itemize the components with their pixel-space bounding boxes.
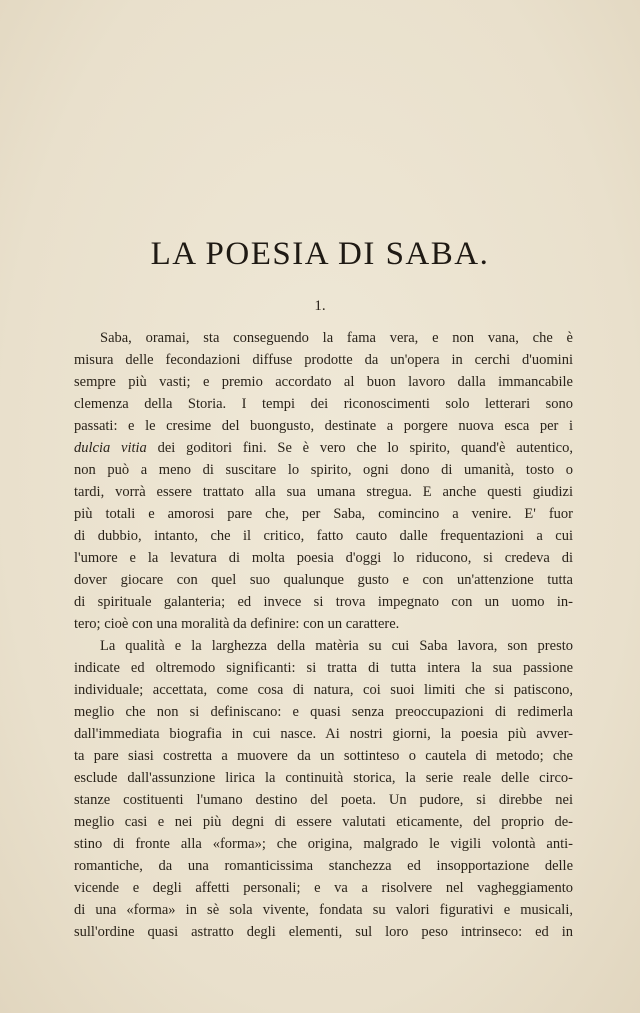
text-line: stanze costituenti l'umano destino del poeta. Un pudore, si direbbe nei xyxy=(74,792,573,808)
text-line: romantiche, da una romanticissima stanchezza ed insopportazione delle xyxy=(74,858,573,874)
text-line: vicende e degli affetti personali; e va a risolvere nel vagheggiamento xyxy=(74,880,573,896)
text-line: esclude dall'assunzione lirica la continuità storica, la serie reale delle circo- xyxy=(74,770,573,786)
text-line: l'umore e la levatura di molta poesia d'oggi lo riducono, si credeva di xyxy=(74,550,573,566)
text-line xyxy=(74,437,573,459)
text-line: passati: e le cresime del buongusto, destinate a porgere nuova esca per i xyxy=(74,418,573,434)
text-line: di spirituale galanteria; ed invece si trova impegnato con un uomo in- xyxy=(74,594,573,610)
text-line: Saba, oramai, sta conseguendo la fama vera, e non vana, che è xyxy=(100,330,573,346)
text-line: La qualità e la larghezza della matèria su cui Saba lavora, son presto xyxy=(100,638,573,654)
text-line: tardi, vorrà essere trattato alla sua umana stregua. E anche questi giudizi xyxy=(74,484,573,500)
text-line: meglio casi e nei più degni di essere valutati eticamente, del proprio de- xyxy=(74,814,573,830)
section-number: 1. xyxy=(314,298,326,314)
text-line: sull'ordine quasi astratto degli elementi, sul loro peso intrinseco: ed in xyxy=(74,924,573,940)
text-line: non può a meno di suscitare lo spirito, ogni dono di umanità, tosto o xyxy=(74,462,573,478)
text-line: clemenza della Storia. I tempi dei riconoscimenti solo letterari sono xyxy=(74,396,573,412)
paragraph-2 xyxy=(74,635,573,943)
text-line: di una «forma» in sè sola vivente, fondata su valori figurativi e musicali, xyxy=(74,902,573,918)
text-line: tero; cioè con una moralità da definire: con un carattere. xyxy=(74,616,400,632)
text-line: dall'immediata biografia in cui nasce. Ai nostri giorni, la poesia più avver- xyxy=(74,726,573,742)
text-line: di dubbio, intanto, che il critico, fatto cauto dalle frequentazioni a cui xyxy=(74,528,573,544)
text-line: più totali e amorosi pare che, per Saba, comincino a venire. E' fuor xyxy=(74,506,573,522)
text-line-rest: dei goditori fini. Se è vero che lo spirito, quand'è autentico, xyxy=(146,440,573,456)
paragraph-1 xyxy=(74,327,573,635)
text-line: indicate ed oltremodo significanti: si tratta di tutta intera la sua passione xyxy=(74,660,573,676)
text-line: stino di fronte alla «forma»; che origina, malgrado le vigili volontà anti- xyxy=(74,836,573,852)
text-line: dover giocare con quel suo qualunque gusto e con un'attenzione tutta xyxy=(74,572,573,588)
body-text xyxy=(74,327,573,943)
text-line: misura delle fecondazioni diffuse prodotte da un'opera in cerchi d'uomini xyxy=(74,352,573,368)
italic-phrase: dulcia vitia xyxy=(74,440,147,456)
text-line: ta pare siasi costretta a muovere da un sottinteso o cautela di metodo; che xyxy=(74,748,573,764)
text-line: individuale; accettata, come cosa di natura, coi suoi limiti che si patiscono, xyxy=(74,682,573,698)
text-line: meglio che non si definiscano: e quasi senza preoccupazioni di redimerla xyxy=(74,704,573,720)
text-line: sempre più vasti; e premio accordato al buon lavoro dalla immancabile xyxy=(74,374,573,390)
article-title: LA POESIA DI SABA. xyxy=(150,236,490,272)
